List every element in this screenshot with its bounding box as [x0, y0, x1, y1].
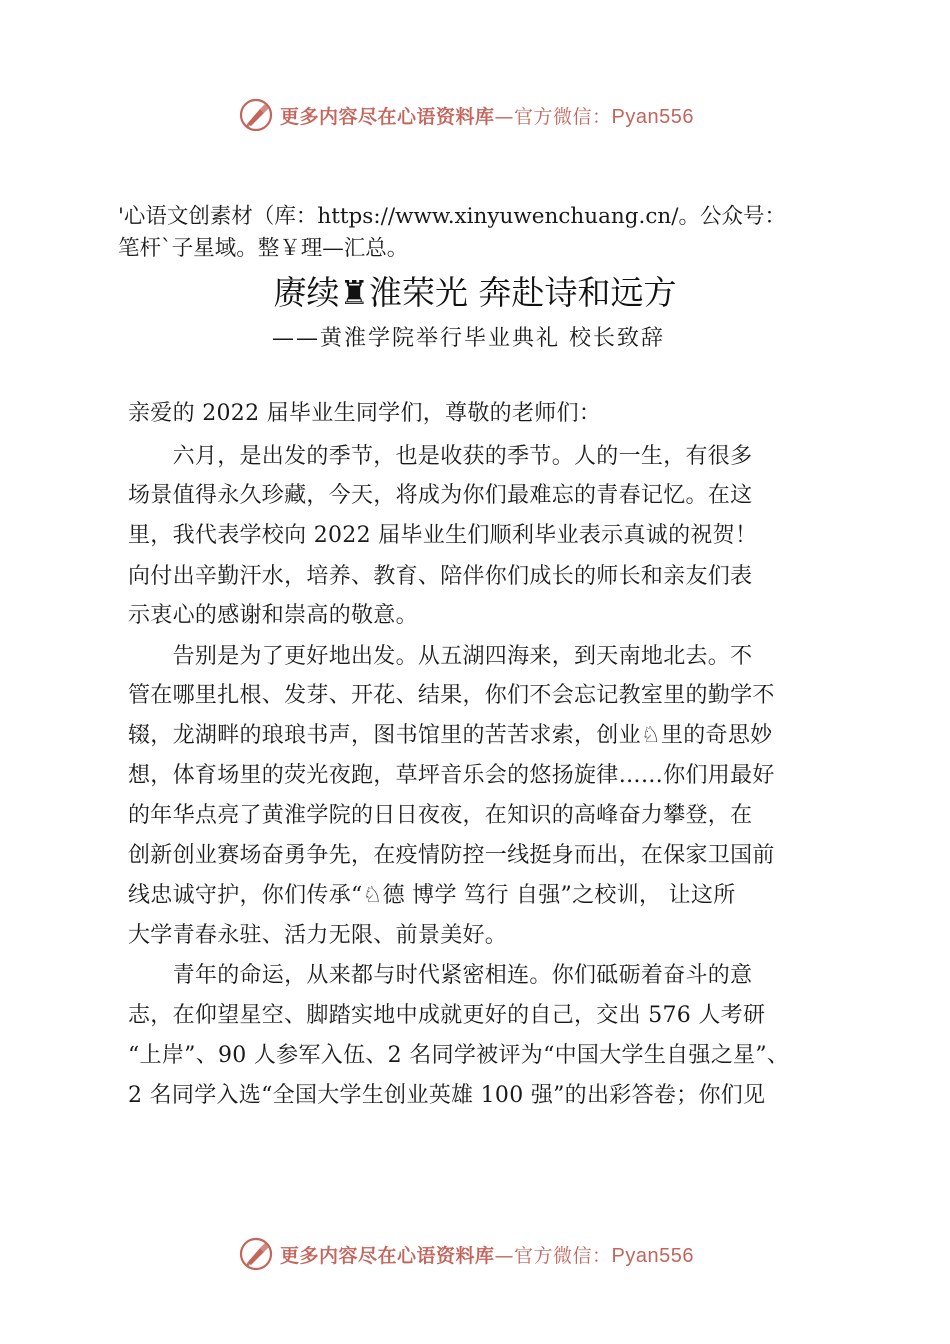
body-line: 的年华点亮了黄淮学院的日日夜夜，在知识的高峰奋力攀登，在 [128, 803, 753, 828]
header-watermark [238, 95, 694, 135]
watermark-text: 更多内容尽在心语资料库—官方微信：Pyan556 [280, 1244, 694, 1267]
pen-logo-icon [238, 1236, 274, 1272]
page-title: 赓续♜淮荣光 奔赴诗和远方 [273, 273, 677, 312]
pen-logo-icon [238, 97, 274, 133]
body-line: “上岸”、90 人参军入伍、2 名同学被评为“中国大学生自强之星”、 [128, 1043, 790, 1068]
page-subtitle: ——黄淮学院举行毕业典礼 校长致辞 [272, 326, 665, 351]
body-line: 青年的命运，从来都与时代紧密相连。你们砥砺着奋斗的意 [128, 963, 753, 988]
source-line-1: '心语文创素材（库：https://www.xinyuwenchuang.cn/。公众号： [118, 204, 787, 229]
body-line: 创新创业赛场奋勇争先，在疫情防控一线挺身而出，在保家卫国前 [128, 843, 775, 868]
body-line: 2 名同学入选“全国大学生创业英雄 100 强”的出彩答卷；你们见 [128, 1083, 766, 1108]
watermark-text: 更多内容尽在心语资料库—官方微信：Pyan556 [280, 105, 694, 128]
body-line: 六月，是出发的季节，也是收获的季节。人的一生，有很多 [128, 444, 753, 469]
body-line: 亲爱的 2022 届毕业生同学们，尊敬的老师们： [128, 401, 602, 426]
body-line: 管在哪里扎根、发芽、开花、结果，你们不会忘记教室里的勤学不 [128, 683, 775, 708]
body-line: 向付出辛勤汗水，培养、教育、陪伴你们成长的师长和亲友们表 [128, 564, 753, 589]
body-line: 想，体育场里的荧光夜跑，草坪音乐会的悠扬旋律……你们用最好 [128, 763, 775, 788]
body-line: 大学青春永驻、活力无限、前景美好。 [128, 923, 508, 948]
footer-watermark [238, 1234, 694, 1274]
body-line: 告别是为了更好地出发。从五湖四海来，到天南地北去。不 [128, 644, 753, 669]
body-line: 志，在仰望星空、脚踏实地中成就更好的自己，交出 576 人考研 [128, 1003, 766, 1028]
source-line-2: 笔杆`子星域。整￥理—汇总。 [118, 236, 409, 261]
body-line: 线忠诚守护，你们传承“♘德 博学 笃行 自强”之校训， 让这所 [128, 883, 736, 908]
body-line: 辍，龙湖畔的琅琅书声，图书馆里的苦苦求索，创业♘里的奇思妙 [128, 723, 773, 748]
body-line: 里，我代表学校向 2022 届毕业生们顺利毕业表示真诚的祝贺！ [128, 523, 758, 548]
body-line: 场景值得永久珍藏，今天，将成为你们最难忘的青春记忆。在这 [128, 483, 753, 508]
body-line: 示衷心的感谢和崇高的敬意。 [128, 603, 418, 628]
